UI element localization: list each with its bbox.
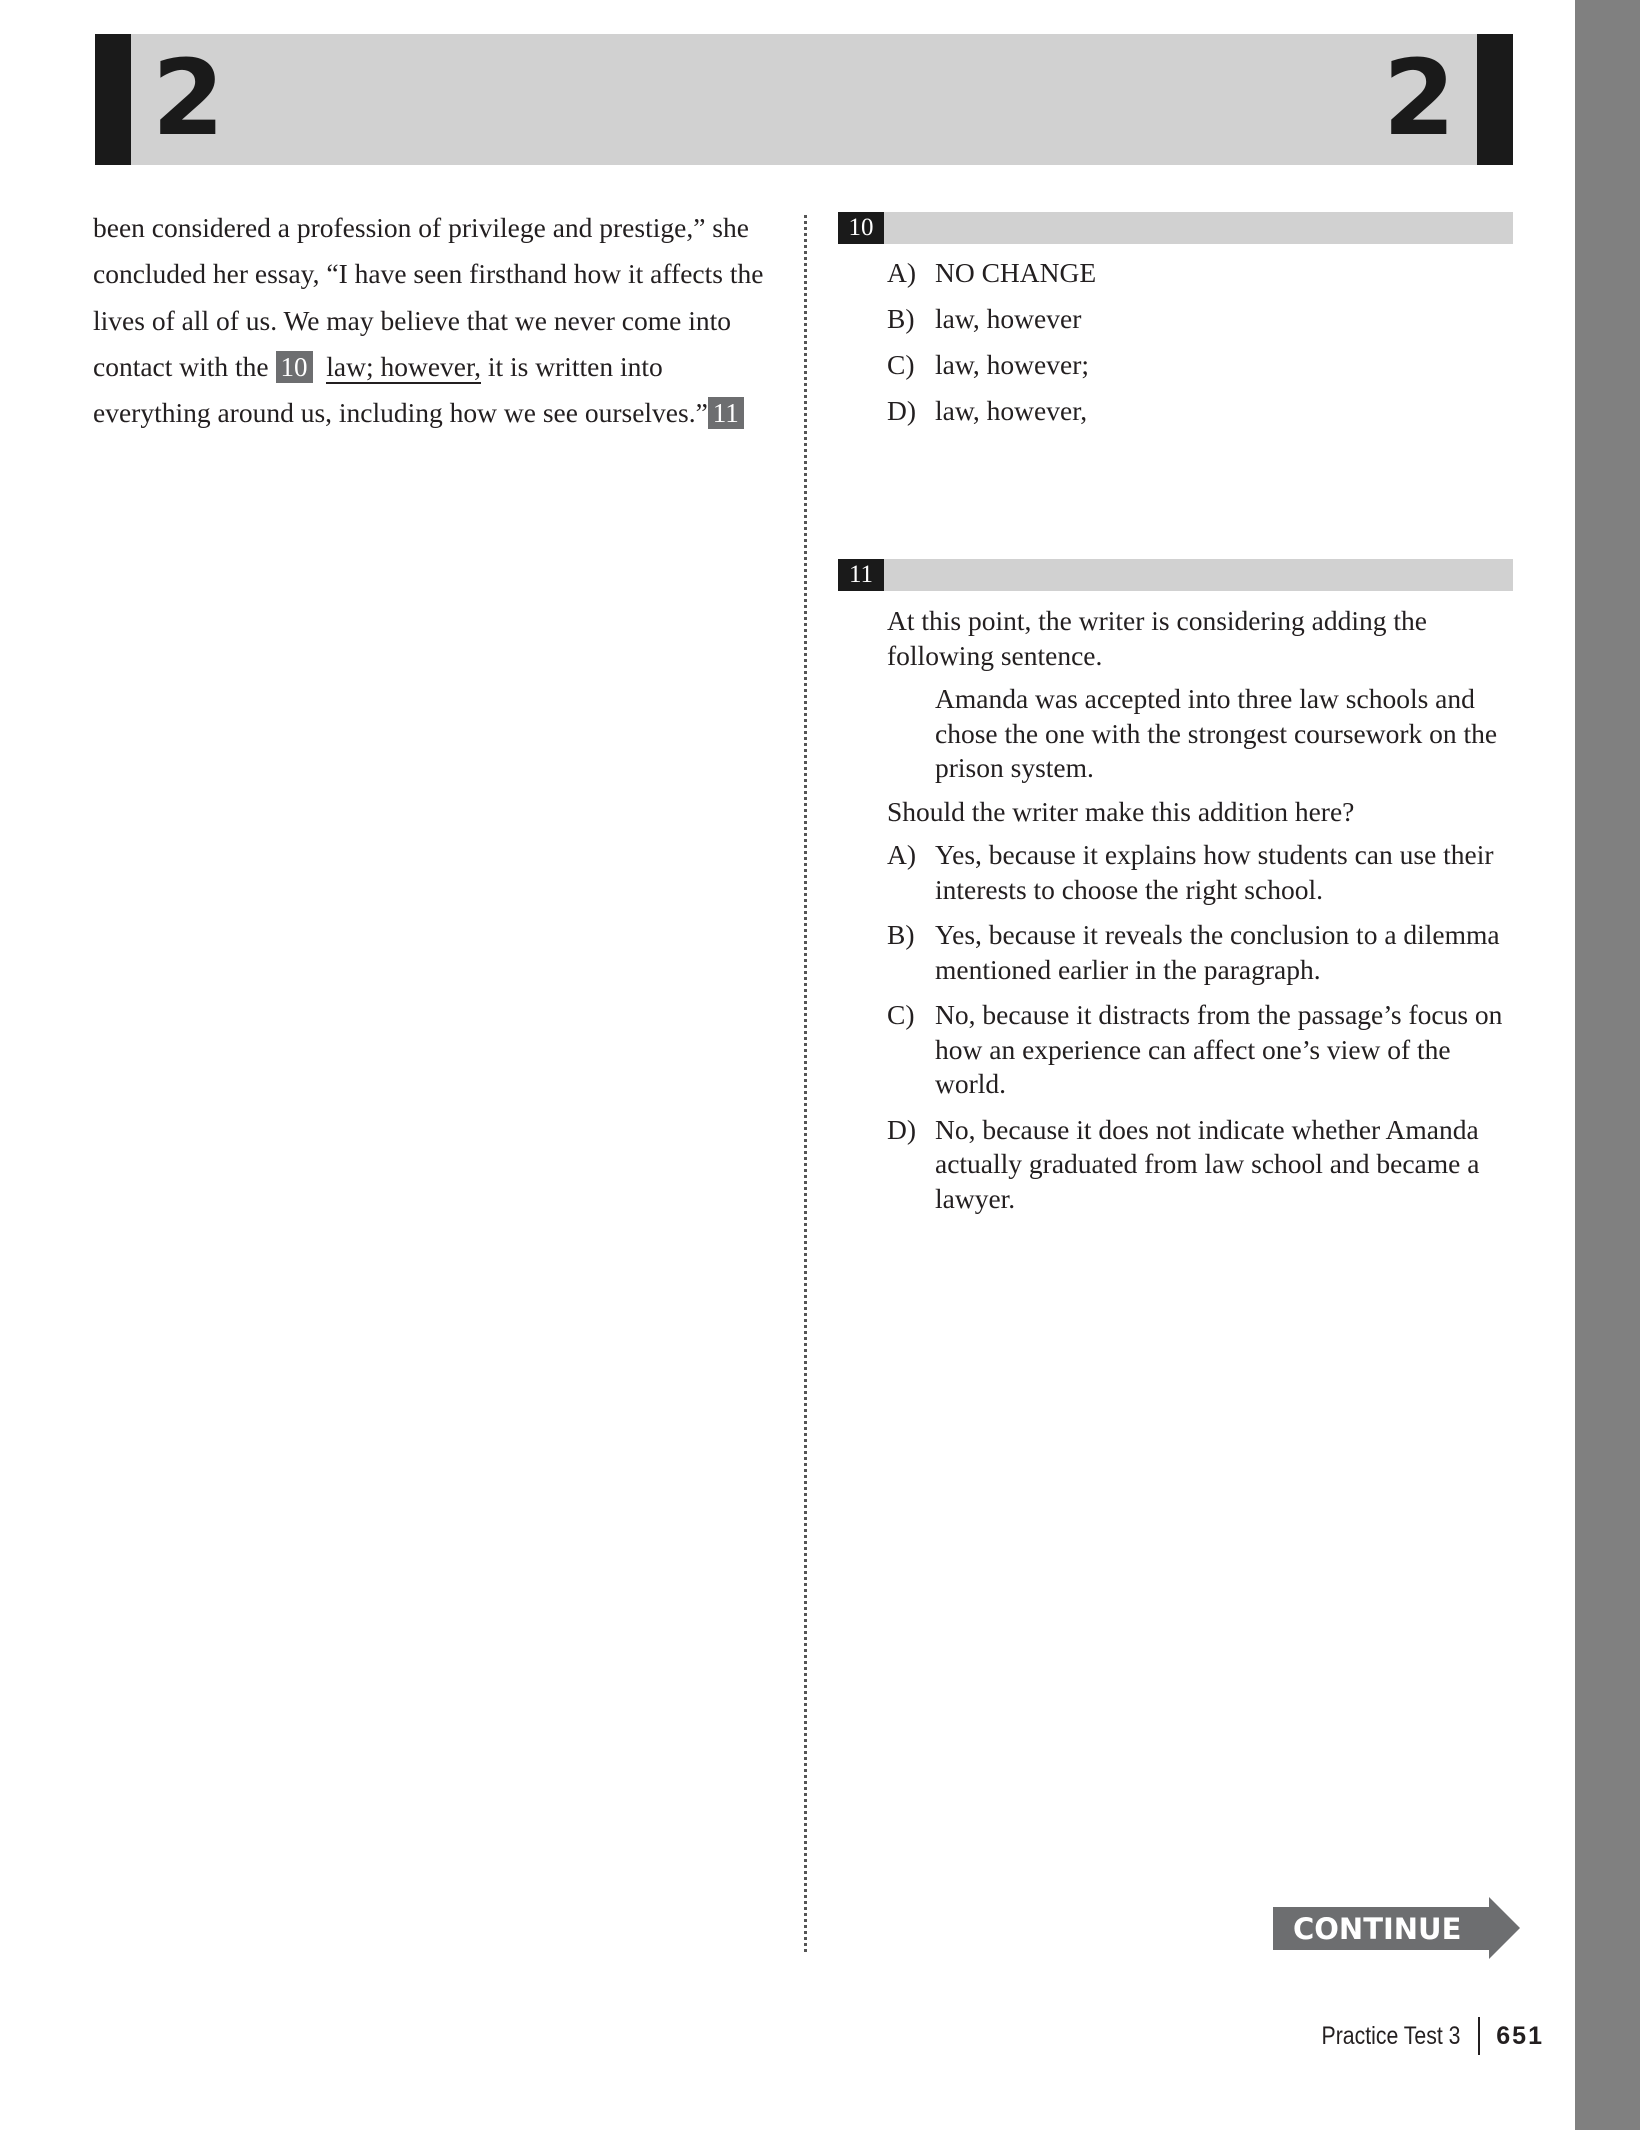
option-text: law, however xyxy=(935,303,1082,334)
underlined-phrase: law; however, xyxy=(326,350,481,382)
option-letter: C) xyxy=(887,349,915,380)
question-10-options xyxy=(887,256,1517,429)
question-number: 10 xyxy=(838,212,884,244)
option-a[interactable] xyxy=(887,838,1517,907)
option-c[interactable] xyxy=(887,998,1517,1102)
question-marker-11[interactable]: 11 xyxy=(708,397,744,429)
option-letter: A) xyxy=(887,257,917,288)
option-letter: D) xyxy=(887,1113,917,1145)
question-number: 11 xyxy=(838,559,884,591)
section-number-right: 2 xyxy=(1383,37,1456,159)
option-letter: B) xyxy=(887,919,915,950)
header-bar-right xyxy=(1477,34,1513,165)
option-text: Yes, because it reveals the conclusion to a dilemma mentioned earlier in the paragraph. xyxy=(935,919,1500,985)
passage-text xyxy=(93,205,773,436)
option-b[interactable] xyxy=(887,302,1517,337)
option-c[interactable] xyxy=(887,348,1517,383)
question-stem: At this point, the writer is considering adding the following sentence. xyxy=(887,605,1427,671)
option-text: law, however, xyxy=(935,395,1088,426)
option-text: No, because it does not indicate whether Amanda actually graduated from law school and became a lawyer. xyxy=(935,1113,1480,1214)
page-number: 651 xyxy=(1496,2021,1544,2050)
page-footer xyxy=(1297,2016,1544,2056)
section-header xyxy=(95,34,1513,165)
page-edge-tab xyxy=(1575,0,1640,2130)
option-letter: D) xyxy=(887,395,917,426)
header-bar-left xyxy=(95,34,131,165)
option-text: Yes, because it explains how students can use their interests to choose the right school. xyxy=(935,839,1494,905)
question-10-header xyxy=(838,212,1513,244)
question-11-header xyxy=(838,559,1513,591)
question-11-body xyxy=(887,604,1517,1216)
option-b[interactable] xyxy=(887,918,1517,987)
option-d[interactable] xyxy=(887,394,1517,429)
question-prompt: Should the writer make this addition here? xyxy=(887,795,1355,827)
option-letter: C) xyxy=(887,999,915,1030)
option-letter: A) xyxy=(887,839,917,870)
option-text: NO CHANGE xyxy=(935,257,1097,288)
option-d[interactable] xyxy=(887,1113,1517,1217)
passage-text-start: been considered a profession of privilege and prestige,” she concluded her essay, “I have seen firsthand how it affects the lives of all of us. We may believe that we never come into contact with the xyxy=(93,212,764,382)
question-marker-10[interactable]: 10 xyxy=(276,351,313,383)
option-text: No, because it distracts from the passage’s focus on how an experience can affect one’s view of the world. xyxy=(935,999,1503,1099)
option-letter: B) xyxy=(887,303,915,334)
option-a[interactable] xyxy=(887,256,1517,291)
column-divider xyxy=(804,215,807,1952)
footer-title: Practice Test 3 xyxy=(1321,2021,1461,2050)
footer-divider xyxy=(1478,2017,1480,2055)
continue-arrow xyxy=(1273,1897,1520,1959)
section-number-left: 2 xyxy=(152,37,225,159)
option-text: law, however; xyxy=(935,349,1089,380)
continue-label: CONTINUE xyxy=(1293,1912,1462,1946)
quoted-sentence: Amanda was accepted into three law schools and chose the one with the strongest coursework on the prison system. xyxy=(935,683,1498,783)
passage-text-end: it is written into everything around us, including how we see ourselves.” xyxy=(93,350,708,429)
